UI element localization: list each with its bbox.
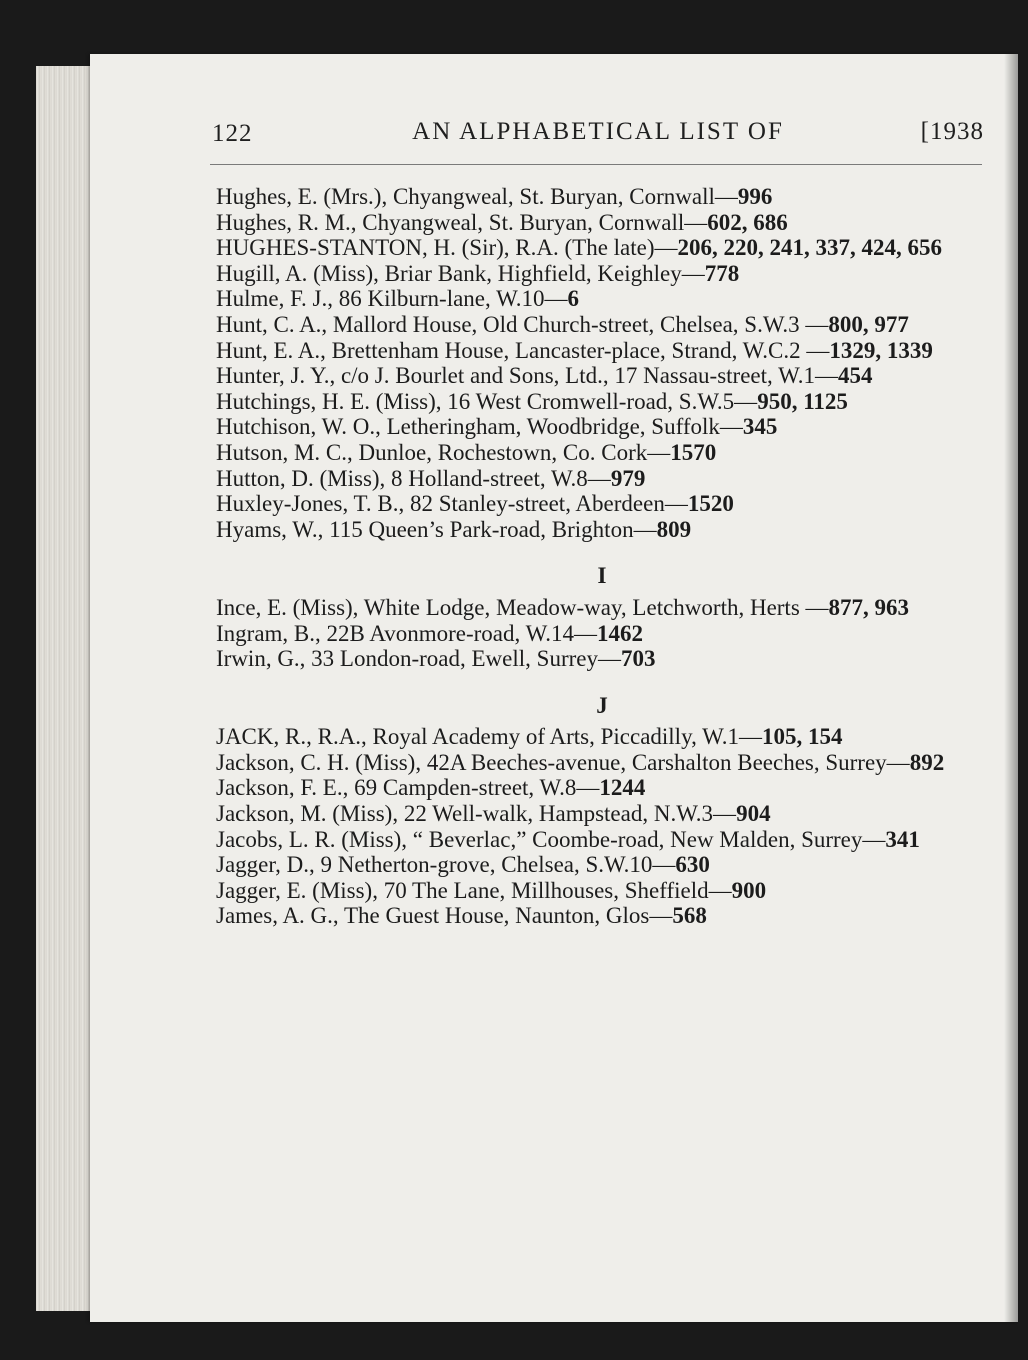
entry-pages: 1520 [687,491,734,517]
list-item [216,312,988,338]
header-rule [210,164,982,165]
running-head [212,114,984,154]
list-item [216,646,988,672]
list-item [216,363,988,389]
entry-text: HUGHES-STANTON, H. (Sir), R.A. (The late)— [216,235,678,261]
list-item [216,621,988,647]
entry-pages: 206, 220, 241, 337, 424, 656 [677,235,943,261]
list-item [216,466,988,492]
list-item [216,440,988,466]
list-item [216,210,988,236]
entry-pages: 996 [737,184,773,209]
list-item [216,801,988,827]
list-item [216,903,988,929]
list-item [216,827,988,853]
entry-pages: 778 [704,260,740,286]
list-item [216,852,988,878]
list-item [216,235,988,261]
entry-pages: 1462 [596,620,643,646]
list-item [216,389,988,415]
page-number: 122 [212,120,253,147]
page-edges [36,66,98,1311]
entry-pages: 892 [909,749,945,775]
entry-pages: 6 [567,286,579,312]
entry-pages: 950, 1125 [757,388,848,414]
entry-text: Hutchings, H. E. (Miss), 16 West Cromwell-road, S.W.5— [216,388,758,414]
entry-text: Ince, E. (Miss), White Lodge, Meadow-way, Letchworth, Herts — [216,594,829,620]
entry-text: Hugill, A. (Miss), Briar Bank, Highfield, Keighley— [216,260,705,286]
entry-text: Hulme, F. J., 86 Kilburn-lane, W.10— [216,286,568,312]
entry-pages: 703 [620,646,656,672]
entry-text: JACK, R., R.A., Royal Academy of Arts, Piccadilly, W.1— [216,724,763,750]
entry-pages: 341 [885,826,920,852]
entry-text: Jagger, E. (Miss), 70 The Lane, Millhouses, Sheffield— [216,877,732,903]
section-h [216,184,988,542]
entry-pages: 979 [610,465,646,491]
entry-pages: 345 [742,414,778,440]
entry-pages: 1570 [670,439,717,465]
entry-text: Hutton, D. (Miss), 8 Holland-street, W.8— [216,465,611,491]
list-item [216,775,988,801]
section-heading-j: J [596,692,608,718]
entry-text: Hunt, E. A., Brettenham House, Lancaster-place, Strand, W.C.2 — [216,337,830,363]
entries-list [216,184,988,929]
binding-shadow [1004,54,1018,1322]
section-i [216,595,988,672]
section-j [216,724,988,929]
entry-pages: 904 [736,801,771,827]
list-item [216,338,988,364]
entry-pages: 877, 963 [828,594,910,620]
entry-text: Hyams, W., 115 Queen’s Park-road, Brighton— [216,516,657,542]
entry-text: Hughes, R. M., Chyangweal, St. Buryan, Cornwall— [216,209,708,235]
entry-pages: 630 [675,852,710,878]
page-title: AN ALPHABETICAL LIST OF [412,118,784,145]
list-item [216,491,988,517]
list-item [216,517,988,543]
entry-pages: 602, 686 [707,209,788,235]
entry-pages: 568 [672,903,707,929]
year: [1938 [920,118,984,145]
entry-pages: 454 [837,363,873,389]
list-item [216,724,988,750]
entry-text: Hunter, J. Y., c/o J. Bourlet and Sons, Ltd., 17 Nassau-street, W.1— [216,363,838,389]
entry-text: Jacobs, L. R. (Miss), “ Beverlac,” Coombe-road, New Malden, Surrey— [216,826,886,852]
entry-text: Hutson, M. C., Dunloe, Rochestown, Co. Cork— [216,439,671,465]
entry-text: Hughes, E. (Mrs.), Chyangweal, St. Buryan, Cornwall— [216,184,738,209]
entry-text: Hunt, C. A., Mallord House, Old Church-street, Chelsea, S.W.3 — [216,311,829,337]
list-item [216,878,988,904]
section-heading-i: I [597,563,607,589]
entry-text: Ingram, B., 22B Avonmore-road, W.14— [216,620,597,646]
entry-text: Jagger, D., 9 Netherton-grove, Chelsea, S.W.10— [216,852,676,878]
entry-text: James, A. G., The Guest House, Naunton, Glos— [216,903,673,929]
entry-pages: 1244 [599,775,646,801]
entry-pages: 1329, 1339 [829,337,933,363]
list-item [216,750,988,776]
entry-text: Jackson, F. E., 69 Campden-street, W.8— [216,775,600,801]
entry-text: Irwin, G., 33 London-road, Ewell, Surrey— [216,646,621,672]
entry-text: Jackson, C. H. (Miss), 42A Beeches-avenue, Carshalton Beeches, Surrey— [216,749,910,775]
list-item [216,414,988,440]
entry-pages: 105, 154 [762,724,843,750]
list-item [216,184,988,210]
entry-text: Hutchison, W. O., Letheringham, Woodbridge, Suffolk— [216,414,743,440]
list-item [216,286,988,312]
entry-text: Jackson, M. (Miss), 22 Well-walk, Hampstead, N.W.3— [216,801,737,827]
entry-pages: 800, 977 [828,311,909,337]
book-page [90,54,1018,1322]
entry-pages: 809 [656,516,692,542]
entry-text: Huxley-Jones, T. B., 82 Stanley-street, Aberdeen— [216,491,688,517]
list-item [216,595,988,621]
list-item [216,261,988,287]
entry-pages: 900 [731,877,767,903]
